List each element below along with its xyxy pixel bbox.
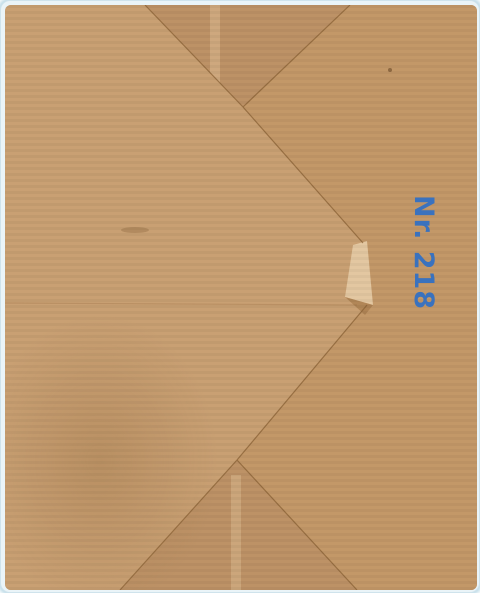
envelope-illustration: [5, 5, 477, 590]
stamp-number-label: Nr. 218: [408, 195, 439, 311]
kraft-envelope-photo: [5, 5, 477, 590]
